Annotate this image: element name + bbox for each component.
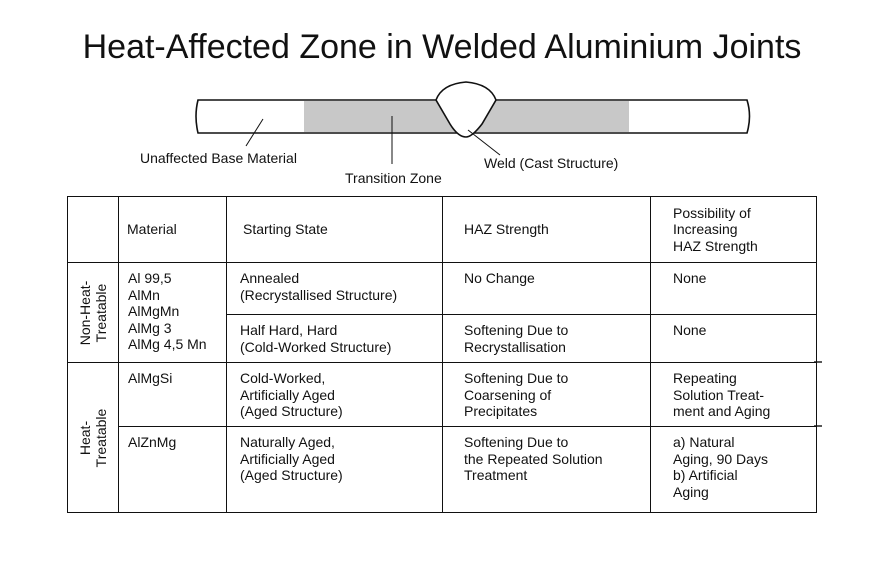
possibility-cell: None	[673, 322, 707, 338]
group-label-text: Heat- Treatable	[77, 408, 109, 467]
strength-cell: No Change	[464, 270, 535, 286]
table-row	[68, 363, 817, 427]
materials-non-heat-treatable: Al 99,5 AlMn AlMgMn AlMg 3 AlMg 4,5 Mn	[128, 270, 207, 352]
header-starting-state: Starting State	[243, 221, 328, 238]
state-cell: Half Hard, Hard (Cold-Worked Structure)	[240, 322, 392, 355]
label-weld: Weld (Cast Structure)	[484, 155, 619, 171]
table-header-row	[68, 197, 817, 263]
header-possibility: Possibility of Increasing HAZ Strength	[673, 204, 758, 254]
haz-table	[67, 196, 817, 513]
header-corner	[68, 197, 119, 263]
page-title: Heat-Affected Zone in Welded Aluminium Joints	[82, 28, 802, 66]
state-cell: Annealed (Recrystallised Structure)	[240, 270, 398, 303]
header-material: Material	[127, 221, 177, 238]
header-haz-strength: HAZ Strength	[464, 221, 549, 238]
possibility-cell: None	[673, 270, 707, 286]
group-label-heat-treatable	[68, 363, 119, 513]
state-cell: Naturally Aged, Artificially Aged (Aged Structure)	[240, 434, 343, 483]
state-cell: Cold-Worked, Artificially Aged (Aged Structure)	[240, 370, 343, 419]
table-row	[68, 427, 817, 513]
material-cell: AlZnMg	[128, 434, 177, 450]
possibility-cell: Repeating Solution Treat- ment and Aging	[673, 370, 771, 419]
group-label-text: Non-Heat- Treatable	[77, 280, 109, 345]
label-base-material: Unaffected Base Material	[140, 150, 297, 166]
strength-cell: Softening Due to Recrystallisation	[464, 322, 569, 355]
strength-cell: Softening Due to the Repeated Solution Treatment	[464, 434, 603, 483]
possibility-cell: a) Natural Aging, 90 Days b) Artificial Aging	[673, 434, 768, 500]
label-transition-zone: Transition Zone	[345, 170, 442, 186]
strength-cell: Softening Due to Coarsening of Precipitates	[464, 370, 569, 419]
material-cell: AlMgSi	[128, 370, 173, 386]
table-row	[68, 263, 817, 315]
group-label-non-heat-treatable	[68, 263, 119, 363]
